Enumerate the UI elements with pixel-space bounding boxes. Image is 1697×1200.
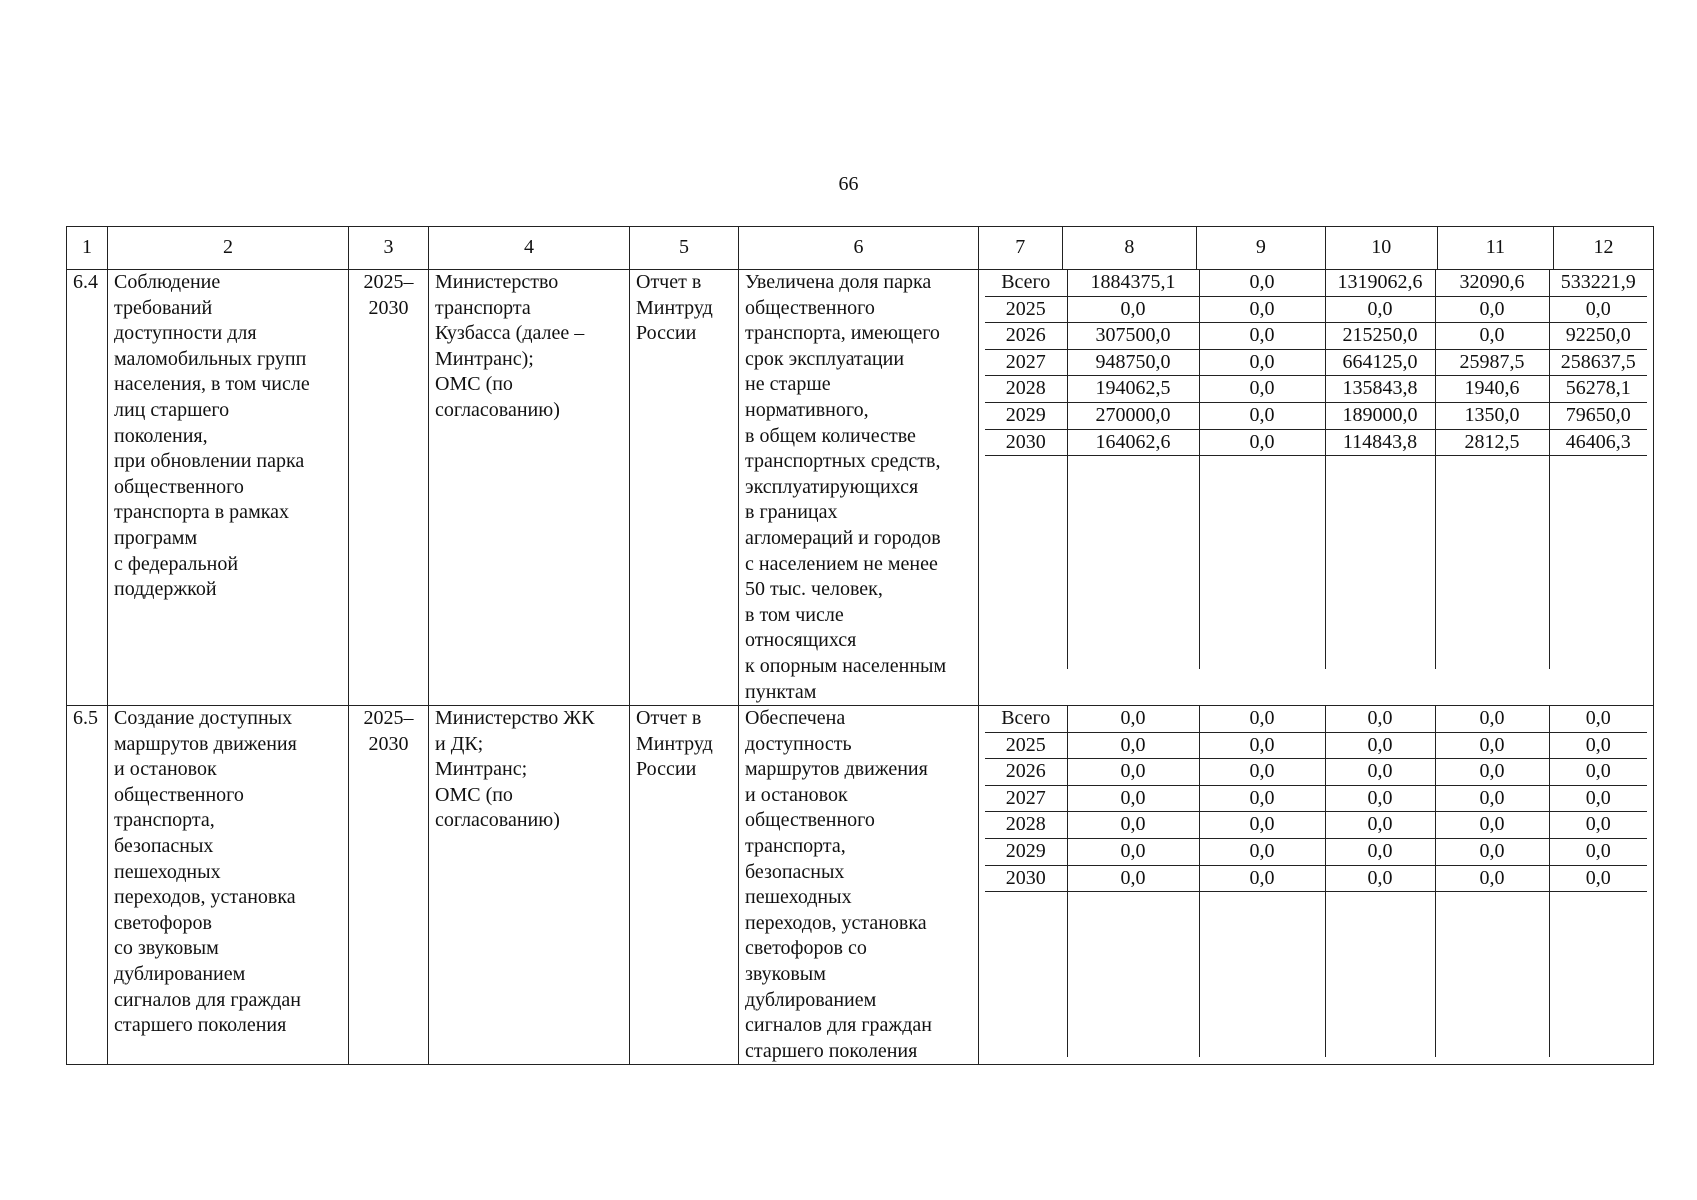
executor xyxy=(429,706,630,1065)
activity-name-line: переходов, установка xyxy=(114,886,296,909)
activity-name-line: и остановок xyxy=(114,758,217,781)
finance-year: 2030 xyxy=(985,865,1067,892)
report-form-line: Отчет в xyxy=(636,707,702,730)
finance-value: 189000,0 xyxy=(1325,402,1435,429)
finance-value: 0,0 xyxy=(1325,865,1435,892)
finance-year: 2025 xyxy=(985,732,1067,759)
finance-block xyxy=(979,706,1654,1065)
finance-block xyxy=(979,270,1654,706)
finance-empty-cell xyxy=(1325,456,1435,669)
report-form xyxy=(630,270,739,706)
finance-value: 0,0 xyxy=(1067,296,1199,323)
finance-value: 258637,5 xyxy=(1549,349,1647,376)
header-row xyxy=(67,227,1654,270)
activity-name-line: старшего поколения xyxy=(114,1014,287,1037)
activity-name-line: поддержкой xyxy=(114,578,217,601)
finance-year: Всего xyxy=(985,270,1067,296)
executor-line: согласованию) xyxy=(435,809,560,832)
finance-year-row xyxy=(985,785,1647,812)
finance-year: 2025 xyxy=(985,296,1067,323)
activity-name-line: программ xyxy=(114,526,198,549)
activity-name-line: поколения, xyxy=(114,424,208,447)
expected-result-line: безопасных xyxy=(745,860,845,883)
expected-result-line: звуковым xyxy=(745,963,826,986)
expected-result-line: в границах xyxy=(745,501,838,524)
finance-value: 25987,5 xyxy=(1435,349,1549,376)
executor-line: Кузбасса (далее – xyxy=(435,322,585,345)
finance-year-row xyxy=(985,732,1647,759)
finance-value: 0,0 xyxy=(1435,323,1549,350)
expected-result-line: дублированием xyxy=(745,988,877,1011)
expected-result-line: общественного xyxy=(745,296,875,319)
finance-year: 2030 xyxy=(985,429,1067,456)
finance-value: 307500,0 xyxy=(1067,323,1199,350)
finance-value: 0,0 xyxy=(1067,785,1199,812)
finance-year: Всего xyxy=(985,706,1067,732)
finance-value: 0,0 xyxy=(1199,323,1325,350)
expected-result-line: маршрутов движения xyxy=(745,758,928,781)
finance-year: 2026 xyxy=(985,759,1067,786)
finance-value: 664125,0 xyxy=(1325,349,1435,376)
finance-value: 0,0 xyxy=(1435,732,1549,759)
activity-name-line: общественного xyxy=(114,783,244,806)
finance-value: 0,0 xyxy=(1435,785,1549,812)
expected-result-line: переходов, установка xyxy=(745,911,927,934)
expected-result-line: срок эксплуатации xyxy=(745,347,905,370)
finance-year: 2026 xyxy=(985,323,1067,350)
finance-value: 0,0 xyxy=(1325,706,1435,732)
finance-value: 0,0 xyxy=(1325,839,1435,866)
period-line: 2025– xyxy=(363,707,414,730)
finance-empty-cell xyxy=(985,892,1067,1057)
finance-year-row xyxy=(985,323,1647,350)
column-header-9: 9 xyxy=(1197,227,1325,270)
finance-value: 0,0 xyxy=(1435,865,1549,892)
expected-result-line: транспортных средств, xyxy=(745,450,941,473)
finance-year-row xyxy=(985,402,1647,429)
finance-empty-cell xyxy=(1549,892,1647,1057)
finance-value: 0,0 xyxy=(1549,732,1647,759)
finance-value: 0,0 xyxy=(1067,732,1199,759)
activity-name-line: маршрутов движения xyxy=(114,732,297,755)
executor-line: согласованию) xyxy=(435,398,560,421)
finance-year-row xyxy=(985,349,1647,376)
finance-value: 215250,0 xyxy=(1325,323,1435,350)
expected-result-line: не старше xyxy=(745,373,831,396)
finance-year: 2028 xyxy=(985,812,1067,839)
finance-year: 2029 xyxy=(985,402,1067,429)
activity-name-line: требований xyxy=(114,296,213,319)
expected-result-line: доступность xyxy=(745,732,852,755)
period-line: 2030 xyxy=(368,296,409,319)
activity-name-line: лиц старшего xyxy=(114,398,230,421)
expected-result-line: к опорным населенным xyxy=(745,654,947,677)
finance-empty-cell xyxy=(985,456,1067,669)
column-header-1: 1 xyxy=(67,227,108,270)
executor-line: Министерство ЖК xyxy=(435,707,595,730)
finance-value: 0,0 xyxy=(1325,812,1435,839)
finance-value: 0,0 xyxy=(1325,296,1435,323)
report-form xyxy=(630,706,739,1065)
expected-result-line: транспорта, xyxy=(745,835,846,858)
finance-filler-row xyxy=(985,892,1647,1057)
activity-name-line: безопасных xyxy=(114,835,214,858)
finance-value: 0,0 xyxy=(1325,759,1435,786)
finance-value: 0,0 xyxy=(1199,732,1325,759)
finance-value: 1319062,6 xyxy=(1325,270,1435,296)
finance-empty-cell xyxy=(1549,456,1647,669)
executor-line: Минтранс; xyxy=(435,758,528,781)
finance-value: 114843,8 xyxy=(1325,429,1435,456)
finance-value: 1884375,1 xyxy=(1067,270,1199,296)
finance-filler-row xyxy=(985,456,1647,669)
finance-year-row xyxy=(985,376,1647,403)
expected-result-line: транспорта, имеющего xyxy=(745,322,940,345)
column-header-8: 8 xyxy=(1062,227,1197,270)
activity-name-line: транспорта в рамках xyxy=(114,501,290,524)
finance-empty-cell xyxy=(1067,892,1199,1057)
finance-value: 0,0 xyxy=(1549,865,1647,892)
finance-year-row xyxy=(985,812,1647,839)
expected-result-line: в общем количестве xyxy=(745,424,916,447)
finance-value: 0,0 xyxy=(1067,812,1199,839)
finance-value: 194062,5 xyxy=(1067,376,1199,403)
finance-value: 0,0 xyxy=(1199,429,1325,456)
expected-result-line: агломераций и городов xyxy=(745,526,941,549)
table-row xyxy=(67,270,1654,706)
expected-result-line: светофоров со xyxy=(745,937,867,960)
executor xyxy=(429,270,630,706)
row-number: 6.4 xyxy=(67,270,108,706)
finance-value: 32090,6 xyxy=(1435,270,1549,296)
finance-value: 0,0 xyxy=(1199,759,1325,786)
expected-result-line: Увеличена доля парка xyxy=(745,271,932,293)
finance-value: 0,0 xyxy=(1067,865,1199,892)
finance-value: 0,0 xyxy=(1549,812,1647,839)
finance-value: 56278,1 xyxy=(1549,376,1647,403)
activity-name-line: светофоров xyxy=(114,911,212,934)
finance-value: 0,0 xyxy=(1325,732,1435,759)
finance-value: 0,0 xyxy=(1549,785,1647,812)
finance-value: 0,0 xyxy=(1199,706,1325,732)
finance-year: 2028 xyxy=(985,376,1067,403)
finance-value: 0,0 xyxy=(1435,839,1549,866)
finance-value: 0,0 xyxy=(1549,706,1647,732)
expected-result-line: 50 тыс. человек, xyxy=(745,578,883,601)
executor-line: Минтранс); xyxy=(435,347,534,370)
finance-year-row xyxy=(985,296,1647,323)
finance-value: 0,0 xyxy=(1435,706,1549,732)
expected-result-line: общественного xyxy=(745,809,875,832)
finance-value: 0,0 xyxy=(1549,759,1647,786)
activity-name-line: общественного xyxy=(114,475,244,498)
finance-value: 46406,3 xyxy=(1549,429,1647,456)
expected-result-line: Обеспечена xyxy=(745,707,846,730)
column-header-11: 11 xyxy=(1437,227,1553,270)
finance-year: 2027 xyxy=(985,785,1067,812)
expected-result-line: в том числе xyxy=(745,603,844,626)
finance-value: 0,0 xyxy=(1199,839,1325,866)
activity-name-line: Соблюдение xyxy=(114,271,221,293)
finance-value: 0,0 xyxy=(1549,839,1647,866)
finance-year-row xyxy=(985,429,1647,456)
period-line: 2030 xyxy=(368,732,409,755)
finance-value: 270000,0 xyxy=(1067,402,1199,429)
period-line: 2025– xyxy=(363,271,414,293)
activity-name-line: доступности для xyxy=(114,322,257,345)
executor-line: Министерство xyxy=(435,271,559,293)
finance-empty-cell xyxy=(1435,892,1549,1057)
report-form-line: России xyxy=(636,758,697,781)
finance-value: 948750,0 xyxy=(1067,349,1199,376)
column-header-3: 3 xyxy=(349,227,429,270)
activity-name-line: населения, в том числе xyxy=(114,373,310,396)
report-form-line: Минтруд xyxy=(636,296,713,319)
report-form-line: России xyxy=(636,322,697,345)
finance-value: 0,0 xyxy=(1199,402,1325,429)
finance-value: 0,0 xyxy=(1067,839,1199,866)
report-form-line: Минтруд xyxy=(636,732,713,755)
activity-name-line: со звуковым xyxy=(114,937,219,960)
activity-name-line: сигналов для граждан xyxy=(114,988,301,1011)
column-header-12: 12 xyxy=(1554,227,1654,270)
finance-value: 79650,0 xyxy=(1549,402,1647,429)
table-row xyxy=(67,706,1654,1065)
finance-total-row xyxy=(985,706,1647,732)
finance-value: 0,0 xyxy=(1199,296,1325,323)
finance-empty-cell xyxy=(1435,456,1549,669)
executor-line: ОМС (по xyxy=(435,373,513,396)
finance-year-row xyxy=(985,839,1647,866)
finance-value: 1940,6 xyxy=(1435,376,1549,403)
finance-empty-cell xyxy=(1199,892,1325,1057)
column-header-6: 6 xyxy=(739,227,979,270)
expected-result-line: эксплуатирующихся xyxy=(745,475,919,498)
activity-name-line: маломобильных групп xyxy=(114,347,307,370)
expected-result xyxy=(739,706,979,1065)
expected-result xyxy=(739,270,979,706)
activity-name-line: Создание доступных xyxy=(114,707,293,730)
expected-result-line: относящихся xyxy=(745,629,857,652)
activity-name-line: дублированием xyxy=(114,963,246,986)
executor-line: ОМС (по xyxy=(435,783,513,806)
executor-line: и ДК; xyxy=(435,732,484,755)
finance-value: 0,0 xyxy=(1199,865,1325,892)
finance-value: 92250,0 xyxy=(1549,323,1647,350)
activity-name xyxy=(108,270,349,706)
finance-value: 0,0 xyxy=(1199,812,1325,839)
expected-result-line: нормативного, xyxy=(745,398,869,421)
activity-name-line: пешеходных xyxy=(114,860,221,883)
period xyxy=(349,706,429,1065)
expected-result-line: и остановок xyxy=(745,783,848,806)
finance-value: 135843,8 xyxy=(1325,376,1435,403)
column-header-7: 7 xyxy=(979,227,1063,270)
finance-value: 0,0 xyxy=(1435,296,1549,323)
expected-result-line: старшего поколения xyxy=(745,1039,918,1062)
finance-year: 2029 xyxy=(985,839,1067,866)
executor-line: транспорта xyxy=(435,296,531,319)
finance-value: 164062,6 xyxy=(1067,429,1199,456)
finance-value: 0,0 xyxy=(1199,349,1325,376)
finance-year-row xyxy=(985,759,1647,786)
finance-empty-cell xyxy=(1067,456,1199,669)
row-number: 6.5 xyxy=(67,706,108,1065)
finance-value: 0,0 xyxy=(1067,706,1199,732)
finance-value: 0,0 xyxy=(1435,759,1549,786)
activity-name-line: транспорта, xyxy=(114,809,215,832)
finance-value: 0,0 xyxy=(1067,759,1199,786)
column-header-10: 10 xyxy=(1325,227,1437,270)
activity-name-line: с федеральной xyxy=(114,552,239,575)
column-header-4: 4 xyxy=(429,227,630,270)
expected-result-line: сигналов для граждан xyxy=(745,1014,932,1037)
finance-value: 533221,9 xyxy=(1549,270,1647,296)
expected-result-line: пешеходных xyxy=(745,886,852,909)
finance-value: 2812,5 xyxy=(1435,429,1549,456)
activity-name-line: при обновлении парка xyxy=(114,450,305,473)
finance-value: 0,0 xyxy=(1325,785,1435,812)
page-number: 66 xyxy=(838,173,859,195)
finance-year-row xyxy=(985,865,1647,892)
finance-value: 0,0 xyxy=(1199,785,1325,812)
finance-year: 2027 xyxy=(985,349,1067,376)
finance-value: 0,0 xyxy=(1199,270,1325,296)
expected-result-line: пунктам xyxy=(745,680,817,703)
finance-value: 0,0 xyxy=(1199,376,1325,403)
finance-empty-cell xyxy=(1199,456,1325,669)
column-header-5: 5 xyxy=(630,227,739,270)
finance-empty-cell xyxy=(1325,892,1435,1057)
finance-value: 0,0 xyxy=(1549,296,1647,323)
activity-name xyxy=(108,706,349,1065)
report-form-line: Отчет в xyxy=(636,271,702,293)
finance-total-row xyxy=(985,270,1647,296)
finance-value: 0,0 xyxy=(1435,812,1549,839)
finance-value: 1350,0 xyxy=(1435,402,1549,429)
period xyxy=(349,270,429,706)
column-header-2: 2 xyxy=(108,227,349,270)
expected-result-line: с населением не менее xyxy=(745,552,938,575)
program-table xyxy=(66,226,1654,1065)
